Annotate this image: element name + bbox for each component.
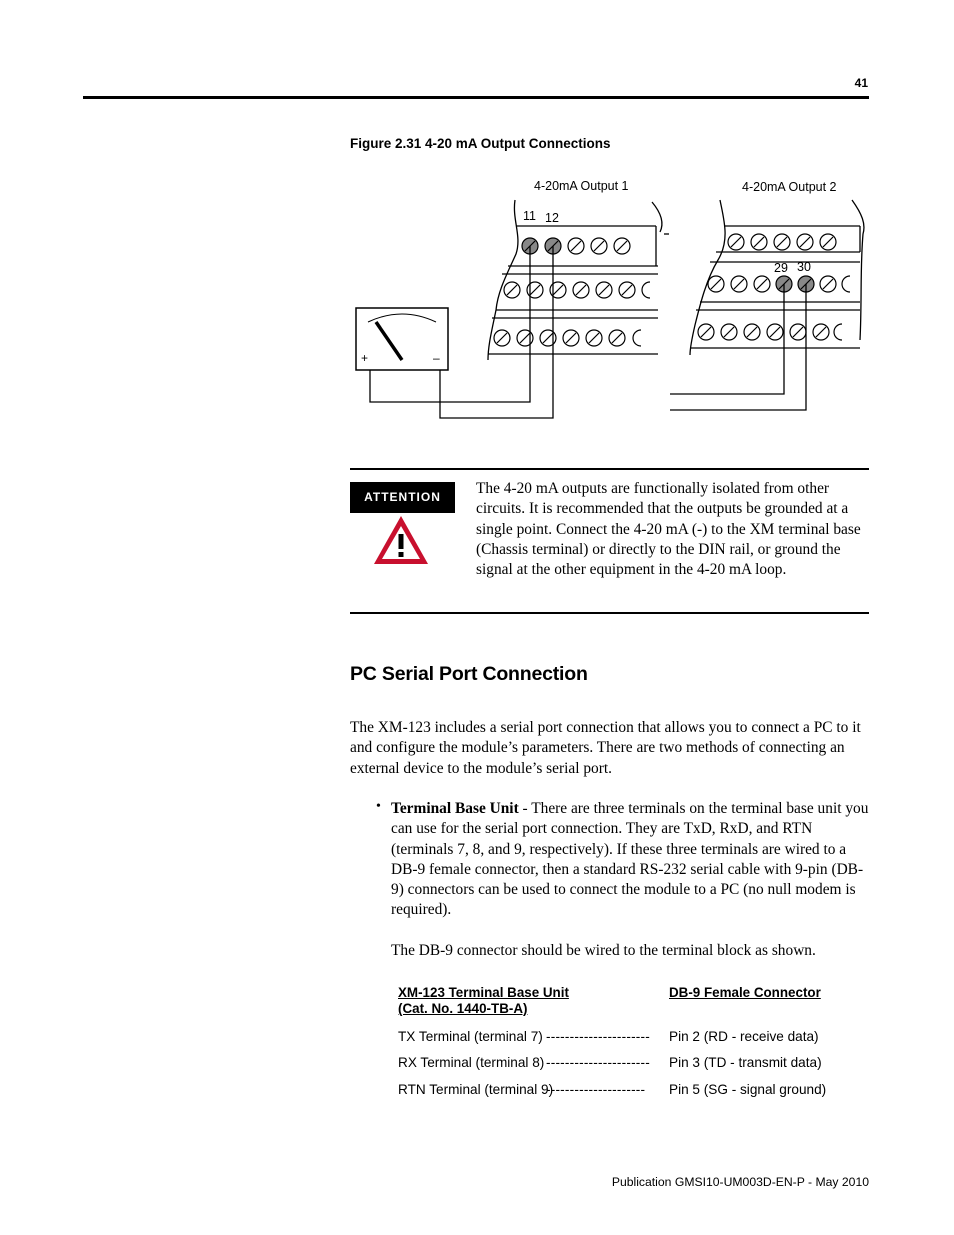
table-cell-terminal: TX Terminal (terminal 7) [398,1029,543,1044]
page-number: 41 [854,76,868,90]
db9-note: The DB-9 connector should be wired to the terminal block as shown. [391,942,816,959]
attention-top-rule [350,468,869,470]
table-cell-terminal: RX Terminal (terminal 8) [398,1055,545,1070]
terminal-30-label: 30 [797,260,811,274]
table-header-terminal [398,985,569,1017]
output2-label: 4-20mA Output 2 [742,180,837,194]
table-header-terminal-line1: XM-123 Terminal Base Unit [398,985,569,1000]
screw-terminals-1 [494,238,650,346]
table-cell-dashes: ---------------------- [546,1055,650,1070]
table-cell-pin: Pin 3 (TD - transmit data) [669,1055,822,1070]
screw-terminals-2 [698,234,850,340]
terminal-11-label: 11 [523,209,536,223]
publication-footer: Publication GMSI10-UM003D-EN-P - May 2010 [611,1175,869,1189]
bullet-term: Terminal Base Unit [391,800,519,817]
table-cell-pin: Pin 5 (SG - signal ground) [669,1082,827,1097]
table-header-connector: DB-9 Female Connector [669,985,821,1000]
table-cell-pin: Pin 2 (RD - receive data) [669,1029,819,1044]
attention-label: ATTENTION [350,482,455,513]
table-header-terminal-line2: (Cat. No. 1440-TB-A) [398,1001,528,1016]
bullet-paragraph [391,799,871,921]
header-rule [83,96,869,99]
figure-caption: Figure 2.31 4-20 mA Output Connections [350,136,611,151]
output1-label: 4-20mA Output 1 [534,179,629,193]
attention-text: The 4-20 mA outputs are functionally isolated from other circuits. It is recommended that the outputs be grounded at a single point. Connect the 4-20 mA (-) to the XM terminal base (Chassis terminal) or directly to the DIN rail, or ground the signal at the other equipment in the 4-20 mA loop. [476,480,861,579]
terminal-29-label: 29 [774,261,788,275]
table-cell-dashes: --------------------- [546,1082,646,1097]
bullet-text: - There are three terminals on the terminal base unit you can use for the serial port connection. They are TxD, RxD, and RTN (terminals 7, 8, and 9, respectively). If these three terminals are wired to a DB-9 female connector, then a standard RS-232 serial cable with 9-pin (DB-9) connectors can be used to connect the module to a PC (no null modem is required). [391,800,869,919]
output-connections-diagram [340,160,880,450]
intro-paragraph: The XM-123 includes a serial port connection that allows you to connect a PC to it and configure the module’s parameters. There are two methods of connecting an external device to the module’s serial port. [350,719,861,777]
warning-triangle-icon [372,514,430,566]
meter-plus-label: + [361,351,369,365]
attention-bottom-rule [350,612,869,614]
meter-minus-label: – [433,351,440,365]
table-cell-dashes: ---------------------- [546,1029,650,1044]
bullet-marker: • [376,799,381,814]
terminal-12-label: 12 [545,211,559,225]
section-heading: PC Serial Port Connection [350,663,588,685]
analog-meter [356,308,448,370]
table-cell-terminal: RTN Terminal (terminal 9) [398,1082,554,1097]
